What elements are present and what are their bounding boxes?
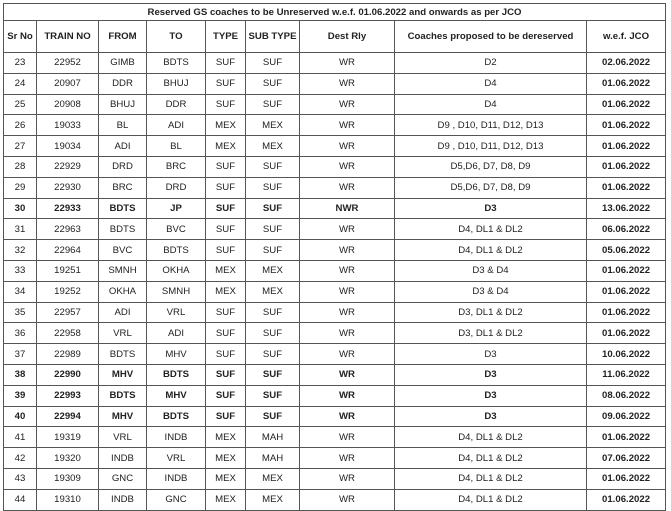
- cell-dest-rly: WR: [300, 94, 395, 115]
- cell-to: GNC: [147, 489, 206, 510]
- cell-wef-jco: 01.06.2022: [587, 260, 666, 281]
- cell-sr-no: 35: [4, 302, 37, 323]
- cell-train-no: 22964: [37, 240, 99, 261]
- cell-type: SUF: [206, 156, 246, 177]
- cell-dest-rly: WR: [300, 240, 395, 261]
- cell-wef-jco: 09.06.2022: [587, 406, 666, 427]
- cell-sr-no: 36: [4, 323, 37, 344]
- cell-to: INDB: [147, 427, 206, 448]
- header-dest-rly: Dest Rly: [300, 21, 395, 53]
- cell-wef-jco: 05.06.2022: [587, 240, 666, 261]
- table-row: [4, 53, 666, 74]
- cell-sr-no: 41: [4, 427, 37, 448]
- table-row: [4, 240, 666, 261]
- cell-wef-jco: 01.06.2022: [587, 115, 666, 136]
- cell-from: DDR: [99, 73, 147, 94]
- cell-from: BRC: [99, 177, 147, 198]
- cell-wef-jco: 02.06.2022: [587, 53, 666, 74]
- cell-sr-no: 44: [4, 489, 37, 510]
- header-type: TYPE: [206, 21, 246, 53]
- cell-sub-type: SUF: [246, 364, 300, 385]
- cell-wef-jco: 01.06.2022: [587, 323, 666, 344]
- cell-wef-jco: 01.06.2022: [587, 73, 666, 94]
- table-row: [4, 94, 666, 115]
- cell-to: INDB: [147, 468, 206, 489]
- cell-train-no: 19319: [37, 427, 99, 448]
- cell-to: DRD: [147, 177, 206, 198]
- cell-from: SMNH: [99, 260, 147, 281]
- cell-from: ADI: [99, 136, 147, 157]
- cell-coaches: D4: [395, 73, 587, 94]
- cell-sr-no: 32: [4, 240, 37, 261]
- cell-coaches: D3: [395, 198, 587, 219]
- cell-from: BL: [99, 115, 147, 136]
- cell-sr-no: 30: [4, 198, 37, 219]
- cell-dest-rly: WR: [300, 73, 395, 94]
- table-row: [4, 489, 666, 510]
- cell-sub-type: MEX: [246, 136, 300, 157]
- cell-sr-no: 29: [4, 177, 37, 198]
- cell-sr-no: 37: [4, 344, 37, 365]
- cell-coaches: D4: [395, 94, 587, 115]
- cell-train-no: 22930: [37, 177, 99, 198]
- cell-sub-type: SUF: [246, 94, 300, 115]
- cell-type: SUF: [206, 406, 246, 427]
- cell-train-no: 22993: [37, 385, 99, 406]
- cell-coaches: D4, DL1 & DL2: [395, 240, 587, 261]
- cell-sub-type: SUF: [246, 53, 300, 74]
- table-row: [4, 73, 666, 94]
- cell-type: SUF: [206, 323, 246, 344]
- cell-type: SUF: [206, 53, 246, 74]
- cell-type: MEX: [206, 448, 246, 469]
- cell-type: MEX: [206, 260, 246, 281]
- cell-to: VRL: [147, 448, 206, 469]
- cell-type: SUF: [206, 219, 246, 240]
- cell-wef-jco: 10.06.2022: [587, 344, 666, 365]
- cell-from: GIMB: [99, 53, 147, 74]
- cell-type: SUF: [206, 177, 246, 198]
- table-row: [4, 448, 666, 469]
- cell-sr-no: 28: [4, 156, 37, 177]
- cell-train-no: 19034: [37, 136, 99, 157]
- cell-sub-type: SUF: [246, 344, 300, 365]
- cell-sr-no: 26: [4, 115, 37, 136]
- cell-train-no: 22957: [37, 302, 99, 323]
- cell-from: ADI: [99, 302, 147, 323]
- cell-to: BVC: [147, 219, 206, 240]
- table-row: [4, 115, 666, 136]
- table-row: [4, 136, 666, 157]
- cell-sr-no: 25: [4, 94, 37, 115]
- cell-dest-rly: WR: [300, 302, 395, 323]
- cell-from: BHUJ: [99, 94, 147, 115]
- cell-train-no: 20908: [37, 94, 99, 115]
- cell-dest-rly: NWR: [300, 198, 395, 219]
- cell-wef-jco: 01.06.2022: [587, 94, 666, 115]
- cell-train-no: 19309: [37, 468, 99, 489]
- cell-from: BDTS: [99, 198, 147, 219]
- cell-type: MEX: [206, 468, 246, 489]
- table-row: [4, 302, 666, 323]
- cell-train-no: 22994: [37, 406, 99, 427]
- table-row: [4, 364, 666, 385]
- cell-wef-jco: 06.06.2022: [587, 219, 666, 240]
- cell-train-no: 22929: [37, 156, 99, 177]
- cell-to: BL: [147, 136, 206, 157]
- cell-train-no: 22989: [37, 344, 99, 365]
- cell-coaches: D9 , D10, D11, D12, D13: [395, 136, 587, 157]
- cell-coaches: D3 & D4: [395, 281, 587, 302]
- cell-train-no: 22952: [37, 53, 99, 74]
- cell-train-no: 22990: [37, 364, 99, 385]
- cell-coaches: D3: [395, 406, 587, 427]
- cell-wef-jco: 01.06.2022: [587, 427, 666, 448]
- cell-from: MHV: [99, 364, 147, 385]
- cell-dest-rly: WR: [300, 385, 395, 406]
- cell-sub-type: SUF: [246, 385, 300, 406]
- cell-sub-type: MEX: [246, 281, 300, 302]
- cell-wef-jco: 08.06.2022: [587, 385, 666, 406]
- cell-to: MHV: [147, 385, 206, 406]
- table-row: [4, 344, 666, 365]
- cell-train-no: 22963: [37, 219, 99, 240]
- cell-from: VRL: [99, 323, 147, 344]
- cell-dest-rly: WR: [300, 281, 395, 302]
- header-row: [4, 21, 666, 53]
- cell-dest-rly: WR: [300, 136, 395, 157]
- cell-coaches: D3: [395, 385, 587, 406]
- cell-coaches: D4, DL1 & DL2: [395, 489, 587, 510]
- cell-to: BRC: [147, 156, 206, 177]
- cell-sub-type: SUF: [246, 323, 300, 344]
- dereservation-table: [3, 3, 666, 511]
- table-row: [4, 406, 666, 427]
- cell-to: JP: [147, 198, 206, 219]
- cell-sub-type: SUF: [246, 302, 300, 323]
- cell-sub-type: SUF: [246, 240, 300, 261]
- table-title: Reserved GS coaches to be Unreserved w.e.f. 01.06.2022 and onwards as per JCO: [4, 4, 666, 21]
- cell-to: BDTS: [147, 364, 206, 385]
- cell-from: MHV: [99, 406, 147, 427]
- header-sub-type: SUB TYPE: [246, 21, 300, 53]
- cell-sub-type: MAH: [246, 427, 300, 448]
- cell-coaches: D3 & D4: [395, 260, 587, 281]
- title-row: [4, 4, 666, 21]
- cell-coaches: D4, DL1 & DL2: [395, 468, 587, 489]
- cell-type: SUF: [206, 73, 246, 94]
- cell-sr-no: 34: [4, 281, 37, 302]
- cell-sub-type: SUF: [246, 177, 300, 198]
- header-from: FROM: [99, 21, 147, 53]
- table-row: [4, 385, 666, 406]
- cell-sub-type: MEX: [246, 468, 300, 489]
- cell-train-no: 19320: [37, 448, 99, 469]
- table-row: [4, 198, 666, 219]
- cell-wef-jco: 01.06.2022: [587, 302, 666, 323]
- cell-type: SUF: [206, 344, 246, 365]
- cell-train-no: 20907: [37, 73, 99, 94]
- cell-to: ADI: [147, 323, 206, 344]
- table-row: [4, 219, 666, 240]
- cell-sub-type: SUF: [246, 156, 300, 177]
- cell-type: MEX: [206, 281, 246, 302]
- cell-from: GNC: [99, 468, 147, 489]
- cell-wef-jco: 11.06.2022: [587, 364, 666, 385]
- cell-dest-rly: WR: [300, 323, 395, 344]
- cell-coaches: D2: [395, 53, 587, 74]
- cell-train-no: 19033: [37, 115, 99, 136]
- cell-type: MEX: [206, 136, 246, 157]
- cell-coaches: D3, DL1 & DL2: [395, 302, 587, 323]
- cell-train-no: 22958: [37, 323, 99, 344]
- cell-sr-no: 39: [4, 385, 37, 406]
- cell-dest-rly: WR: [300, 489, 395, 510]
- cell-wef-jco: 13.06.2022: [587, 198, 666, 219]
- cell-sub-type: SUF: [246, 198, 300, 219]
- cell-type: SUF: [206, 385, 246, 406]
- cell-dest-rly: WR: [300, 344, 395, 365]
- cell-from: INDB: [99, 489, 147, 510]
- cell-from: BDTS: [99, 344, 147, 365]
- cell-train-no: 19251: [37, 260, 99, 281]
- cell-coaches: D3: [395, 364, 587, 385]
- cell-dest-rly: WR: [300, 53, 395, 74]
- cell-sr-no: 23: [4, 53, 37, 74]
- cell-sr-no: 43: [4, 468, 37, 489]
- cell-sr-no: 38: [4, 364, 37, 385]
- cell-wef-jco: 01.06.2022: [587, 489, 666, 510]
- cell-sub-type: MEX: [246, 260, 300, 281]
- cell-dest-rly: WR: [300, 219, 395, 240]
- header-wef-jco: w.e.f. JCO: [587, 21, 666, 53]
- cell-to: MHV: [147, 344, 206, 365]
- cell-from: VRL: [99, 427, 147, 448]
- header-to: TO: [147, 21, 206, 53]
- cell-coaches: D4, DL1 & DL2: [395, 448, 587, 469]
- table-row: [4, 177, 666, 198]
- cell-coaches: D4, DL1 & DL2: [395, 427, 587, 448]
- cell-from: OKHA: [99, 281, 147, 302]
- cell-to: ADI: [147, 115, 206, 136]
- cell-to: VRL: [147, 302, 206, 323]
- cell-to: SMNH: [147, 281, 206, 302]
- dereservation-table-container: [3, 3, 666, 511]
- cell-type: MEX: [206, 115, 246, 136]
- cell-dest-rly: WR: [300, 364, 395, 385]
- cell-type: SUF: [206, 364, 246, 385]
- cell-coaches: D3, DL1 & DL2: [395, 323, 587, 344]
- cell-dest-rly: WR: [300, 115, 395, 136]
- cell-sub-type: SUF: [246, 406, 300, 427]
- cell-from: INDB: [99, 448, 147, 469]
- cell-to: BDTS: [147, 240, 206, 261]
- header-sr-no: Sr No: [4, 21, 37, 53]
- cell-dest-rly: WR: [300, 177, 395, 198]
- cell-sr-no: 33: [4, 260, 37, 281]
- cell-wef-jco: 01.06.2022: [587, 177, 666, 198]
- cell-to: BDTS: [147, 53, 206, 74]
- table-row: [4, 468, 666, 489]
- cell-wef-jco: 01.06.2022: [587, 136, 666, 157]
- cell-sub-type: MEX: [246, 489, 300, 510]
- header-train-no: TRAIN NO: [37, 21, 99, 53]
- cell-from: BDTS: [99, 219, 147, 240]
- cell-dest-rly: WR: [300, 406, 395, 427]
- cell-dest-rly: WR: [300, 468, 395, 489]
- cell-dest-rly: WR: [300, 156, 395, 177]
- cell-to: BDTS: [147, 406, 206, 427]
- cell-dest-rly: WR: [300, 260, 395, 281]
- cell-coaches: D9 , D10, D11, D12, D13: [395, 115, 587, 136]
- cell-wef-jco: 01.06.2022: [587, 468, 666, 489]
- cell-type: MEX: [206, 427, 246, 448]
- cell-train-no: 19252: [37, 281, 99, 302]
- cell-type: MEX: [206, 489, 246, 510]
- cell-to: DDR: [147, 94, 206, 115]
- cell-from: BVC: [99, 240, 147, 261]
- table-row: [4, 260, 666, 281]
- cell-type: SUF: [206, 302, 246, 323]
- cell-sub-type: MAH: [246, 448, 300, 469]
- cell-coaches: D5,D6, D7, D8, D9: [395, 177, 587, 198]
- table-row: [4, 323, 666, 344]
- cell-sub-type: MEX: [246, 115, 300, 136]
- table-row: [4, 281, 666, 302]
- cell-coaches: D5,D6, D7, D8, D9: [395, 156, 587, 177]
- cell-wef-jco: 07.06.2022: [587, 448, 666, 469]
- cell-wef-jco: 01.06.2022: [587, 281, 666, 302]
- cell-to: OKHA: [147, 260, 206, 281]
- cell-type: SUF: [206, 94, 246, 115]
- cell-train-no: 19310: [37, 489, 99, 510]
- cell-type: SUF: [206, 240, 246, 261]
- cell-sr-no: 24: [4, 73, 37, 94]
- cell-from: DRD: [99, 156, 147, 177]
- cell-to: BHUJ: [147, 73, 206, 94]
- cell-coaches: D4, DL1 & DL2: [395, 219, 587, 240]
- cell-sr-no: 42: [4, 448, 37, 469]
- cell-sr-no: 27: [4, 136, 37, 157]
- cell-sr-no: 31: [4, 219, 37, 240]
- cell-dest-rly: WR: [300, 448, 395, 469]
- cell-from: BDTS: [99, 385, 147, 406]
- table-row: [4, 156, 666, 177]
- header-coaches: Coaches proposed to be dereserved: [395, 21, 587, 53]
- table-row: [4, 427, 666, 448]
- cell-sub-type: SUF: [246, 73, 300, 94]
- cell-type: SUF: [206, 198, 246, 219]
- cell-sr-no: 40: [4, 406, 37, 427]
- cell-sub-type: SUF: [246, 219, 300, 240]
- cell-train-no: 22933: [37, 198, 99, 219]
- cell-wef-jco: 01.06.2022: [587, 156, 666, 177]
- cell-dest-rly: WR: [300, 427, 395, 448]
- cell-coaches: D3: [395, 344, 587, 365]
